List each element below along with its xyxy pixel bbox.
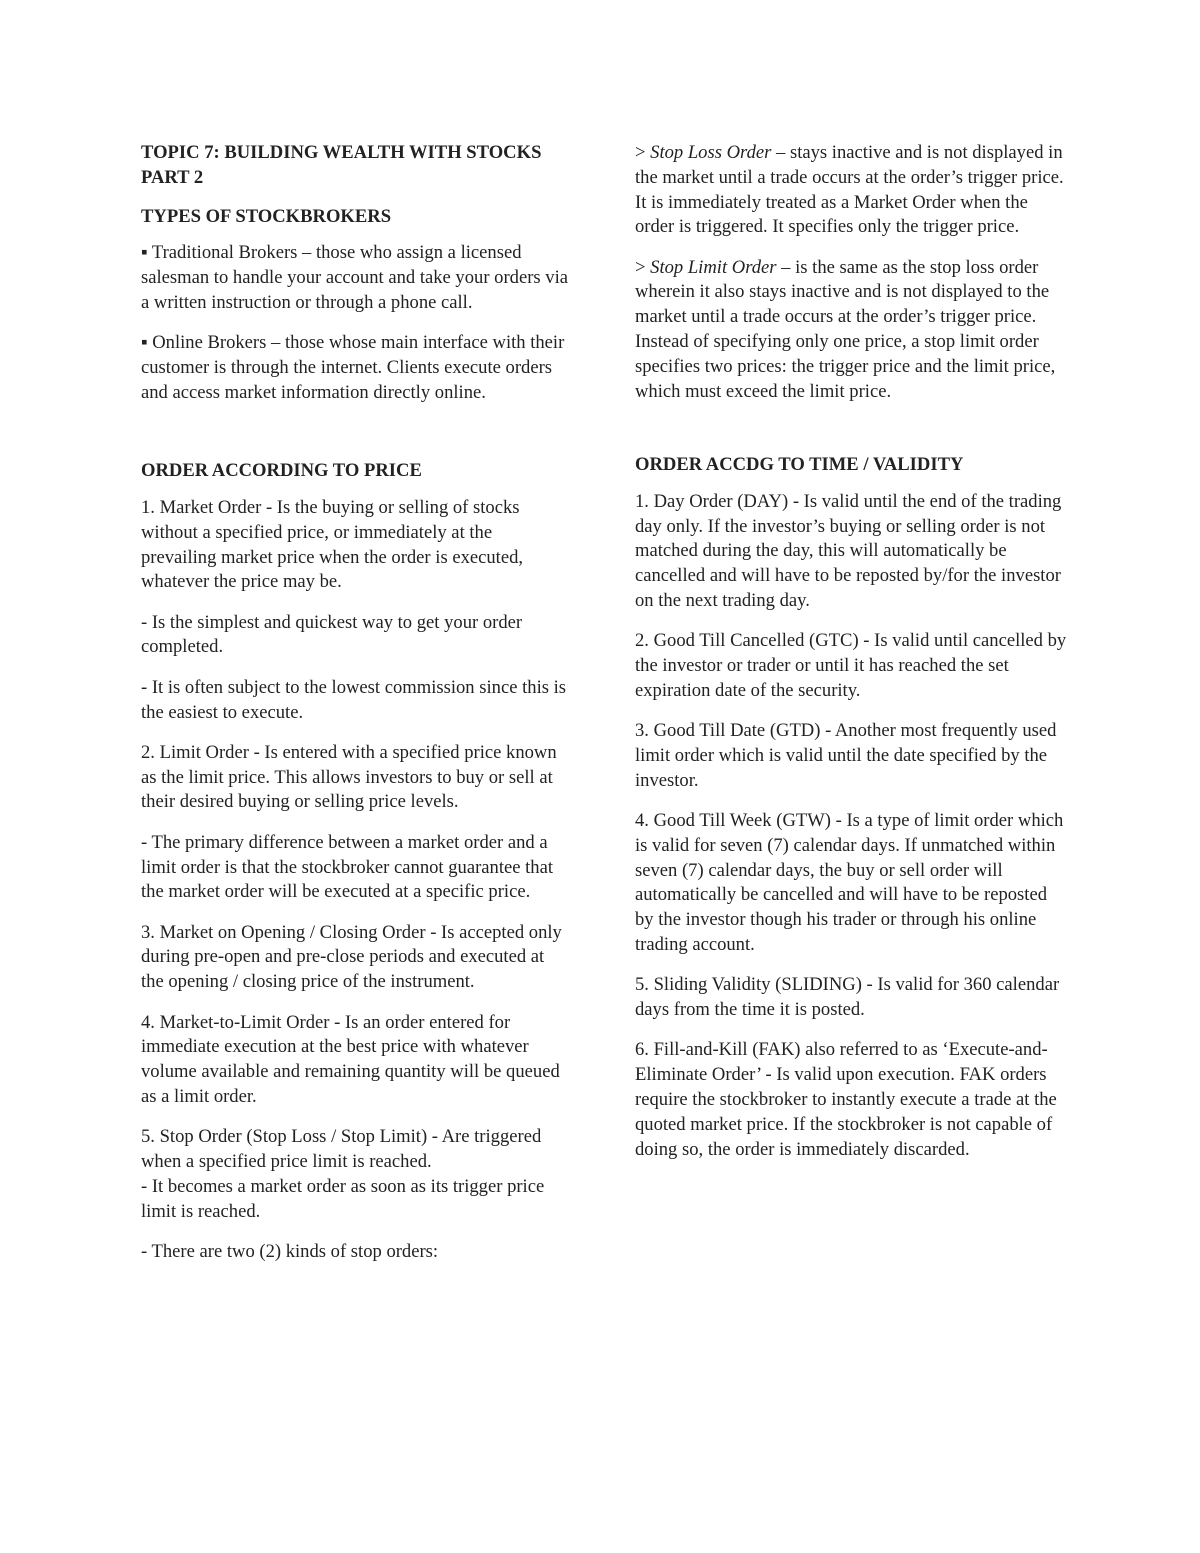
paragraph-stop-order-kinds: - There are two (2) kinds of stop orders: <box>141 1240 439 1262</box>
stop-limit-text: – is the same as the stop loss order wherein it also stays inactive and is not displayed to the market until a trade occurs at the order’s trigger price. Instead of specifying only one price, a stop limit order specifies two prices: the trigger price and the limit price, which must exceed the limit price. <box>635 256 1056 402</box>
paragraph-stop-loss-order <box>635 141 1067 240</box>
paragraph-limit-order-difference: - The primary difference between a market order and a limit order is that the stockbroker cannot guarantee that the market order will be executed at a specific price. <box>141 831 554 903</box>
paragraph-online-brokers: ▪ Online Brokers – those whose main interface with their customer is through the internet. Clients execute orders and access market information directly online. <box>141 332 565 403</box>
paragraph-stop-limit-order <box>635 256 1067 405</box>
stop-limit-prefix: > <box>635 256 651 278</box>
paragraph-stop-order-trigger: - It becomes a market order as soon as its trigger price limit is reached. <box>141 1175 545 1222</box>
stop-loss-text: – stays inactive and is not displayed in the market until a trade occurs at the order’s trigger price. It is immediately treated as a Market Order when the order is triggered. It specifies only the trigger price. <box>635 142 1064 238</box>
stop-loss-term: Stop Loss Order <box>650 142 772 163</box>
paragraph-market-order-commission: - It is often subject to the lowest commission since this is the easiest to execute. <box>141 676 567 723</box>
heading-order-according-to-time: ORDER ACCDG TO TIME / VALIDITY <box>635 453 964 475</box>
paragraph-stop-order: 5. Stop Order (Stop Loss / Stop Limit) - Are triggered when a specified price limit is reached. <box>141 1126 542 1172</box>
paragraph-market-order: 1. Market Order - Is the buying or selling of stocks without a specified price, or immediately at the prevailing market price when the order is executed, whatever the price may be. <box>141 496 524 593</box>
left-column <box>141 141 571 1280</box>
heading-order-according-to-price: ORDER ACCORDING TO PRICE <box>141 460 422 482</box>
heading-types-of-stockbrokers: TYPES OF STOCKBROKERS <box>141 205 392 227</box>
stop-loss-prefix: > <box>635 142 651 163</box>
paragraph-sliding-validity: 5. Sliding Validity (SLIDING) - Is valid for 360 calendar days from the time it is posted. <box>635 974 1060 1021</box>
right-column <box>635 141 1067 1178</box>
spacer <box>635 420 1067 453</box>
spacer <box>141 421 571 459</box>
paragraph-good-till-date: 3. Good Till Date (GTD) - Another most frequently used limit order which is valid until the date specified by the investor. <box>635 720 1057 791</box>
paragraph-market-to-limit: 4. Market-to-Limit Order - Is an order entered for immediate execution at the best price with whatever volume available and remaining quantity will be queued as a limit order. <box>141 1011 560 1107</box>
paragraph-good-till-cancelled: 2. Good Till Cancelled (GTC) - Is valid until cancelled by the investor or trader or until it has reached the set expiration date of the security. <box>635 630 1067 701</box>
paragraph-day-order: 1. Day Order (DAY) - Is valid until the end of the trading day only. If the investor’s buying or selling order is not matched during the day, this will automatically be cancelled and will have to be reposted by/for the investor on the next trading day. <box>635 490 1062 611</box>
paragraph-market-order-simplest: - Is the simplest and quickest way to get your order completed. <box>141 611 523 658</box>
paragraph-limit-order: 2. Limit Order - Is entered with a specified price known as the limit price. This allows investors to buy or sell at their desired buying or selling price levels. <box>141 741 557 813</box>
paragraph-fill-and-kill: 6. Fill-and-Kill (FAK) also referred to as ‘Execute-and-Eliminate Order’ - Is valid upon execution. FAK orders require the stockbroker to instantly execute a trade at the quoted market price. If the stockbroker is not capable of doing so, the order is immediately discarded. <box>635 1039 1057 1160</box>
paragraph-market-on-opening-closing: 3. Market on Opening / Closing Order - Is accepted only during pre-open and pre-close periods and executed at the opening / closing price of the instrument. <box>141 921 562 993</box>
document-title: TOPIC 7: BUILDING WEALTH WITH STOCKS PART 2 <box>141 142 542 188</box>
stop-limit-term: Stop Limit Order <box>650 256 777 278</box>
paragraph-good-till-week: 4. Good Till Week (GTW) - Is a type of limit order which is valid for seven (7) calendar days. If unmatched within seven (7) calendar days, the buy or sell order will automatically be cancelled and will have to be reposted by the investor though his trader or through his online trading account. <box>635 810 1064 956</box>
paragraph-traditional-brokers: ▪ Traditional Brokers – those who assign a licensed salesman to handle your account and take your orders via a written instruction or through a phone call. <box>141 242 568 313</box>
